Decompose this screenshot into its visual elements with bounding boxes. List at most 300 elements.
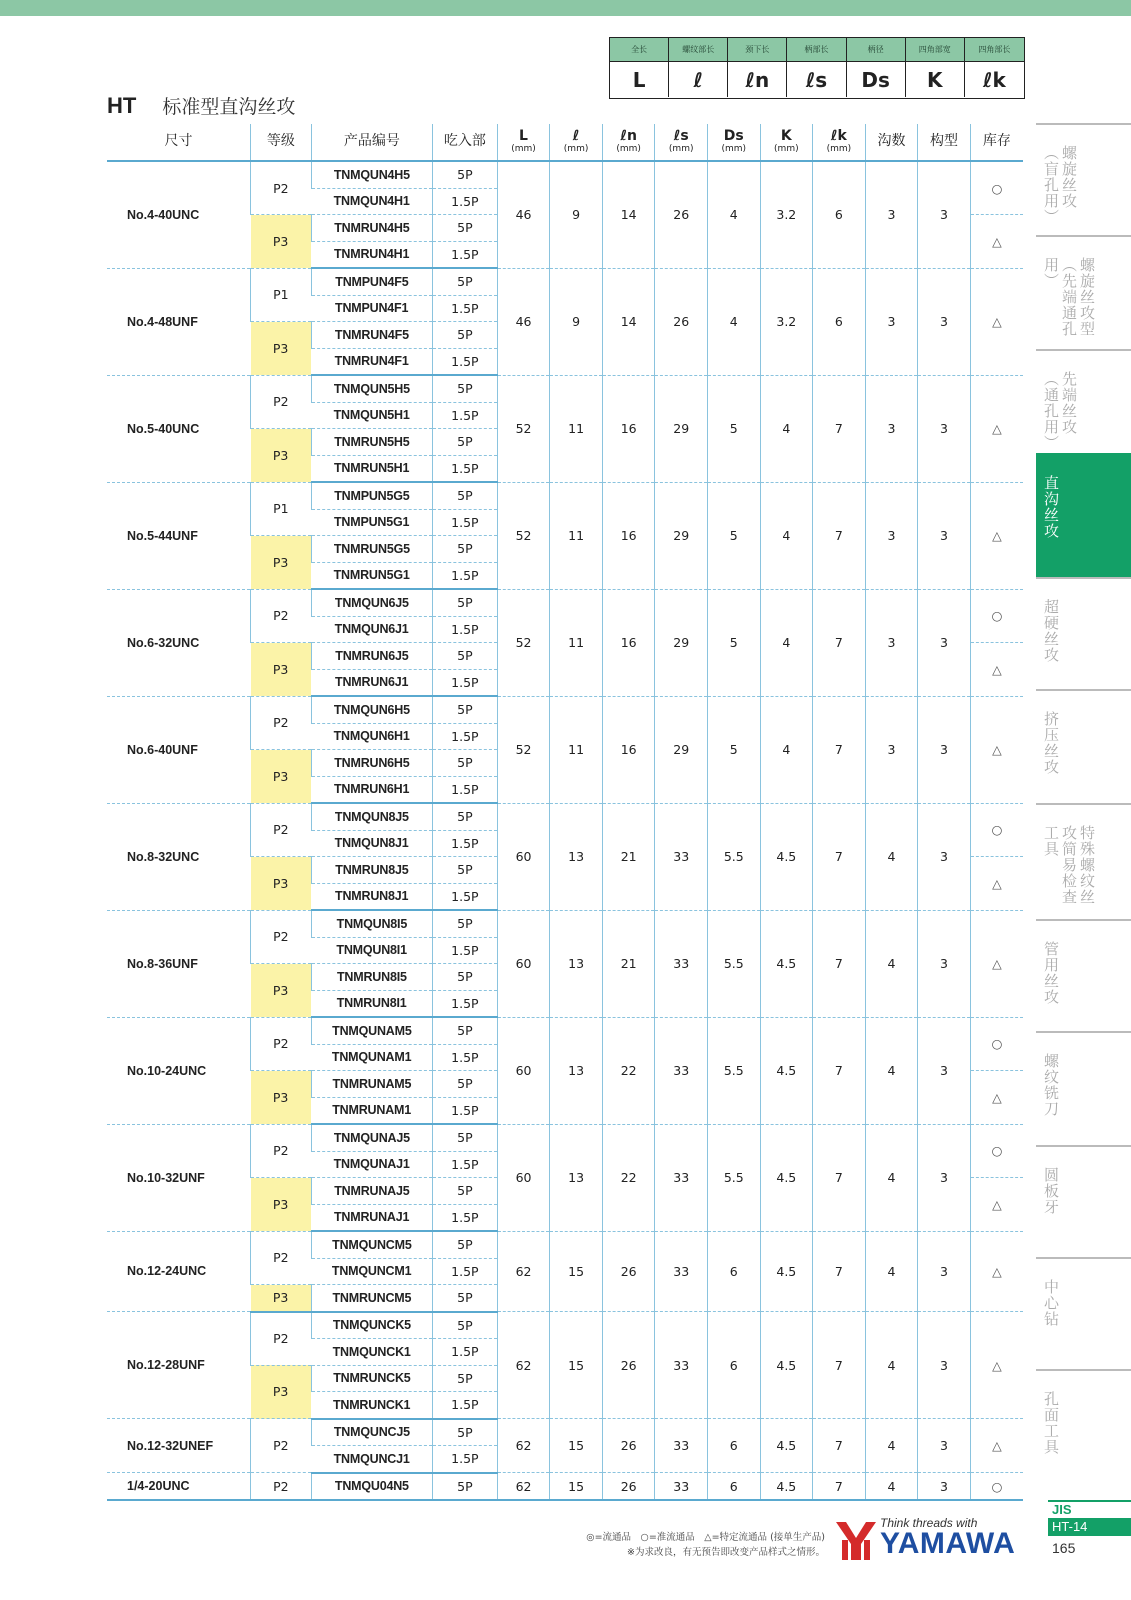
dim-cell-ln: 22 <box>602 1124 655 1231</box>
header-lk-symbol: ℓk <box>830 128 847 145</box>
dim-cell-L: 52 <box>497 375 550 482</box>
side-tab-label: 圆板牙 <box>1042 1167 1060 1215</box>
dim-cell-L: 62 <box>497 1312 550 1419</box>
header-ln <box>602 124 655 161</box>
grade-cell: P3 <box>251 536 312 590</box>
dim-cell-L: 52 <box>497 696 550 803</box>
header-unit: (mm) <box>668 143 694 154</box>
dim-cell-lk: 7 <box>813 589 866 696</box>
product-number-cell: TNMRUN6J5 <box>311 643 432 670</box>
product-number-cell: TNMQUN6J5 <box>311 589 432 616</box>
side-tab[interactable] <box>1036 1145 1131 1257</box>
stock-legend-note: ◎=流通品 ○=准流通品 △=特定流通品 (接单生产品) <box>586 1532 825 1543</box>
chamfer-cell: 5P <box>433 215 498 242</box>
side-tab[interactable] <box>1036 123 1131 235</box>
side-tab-label: 特殊螺纹丝攻简易检查工具 <box>1042 825 1096 905</box>
header-K <box>760 124 813 161</box>
header-unit: (mm) <box>563 143 589 154</box>
dim-cell-l: 13 <box>550 1017 603 1124</box>
legend-header: 柄部长 <box>787 38 846 62</box>
legend-symbol: Ds <box>847 62 906 97</box>
chamfer-cell: 5P <box>433 1124 498 1151</box>
header-K-symbol: K <box>780 128 792 145</box>
dim-cell-ls: 29 <box>655 482 708 589</box>
header-unit: (mm) <box>774 143 799 154</box>
grade-cell: P2 <box>251 1312 312 1366</box>
dim-cell-K: 4 <box>760 482 813 589</box>
dim-cell-flutes: 3 <box>865 268 918 375</box>
dim-cell-type: 3 <box>918 803 971 910</box>
stock-cell: △ <box>970 643 1023 697</box>
grade-cell: P2 <box>251 696 312 750</box>
dim-cell-flutes: 4 <box>865 1419 918 1473</box>
stock-cell: △ <box>970 857 1023 911</box>
chamfer-cell: 5P <box>433 857 498 884</box>
size-cell: No.8-32UNC <box>107 803 251 910</box>
legend-header: 颈下长 <box>728 38 787 62</box>
dim-cell-K: 4.5 <box>760 803 813 910</box>
side-tab-label: 挤压丝攻 <box>1042 711 1060 775</box>
dim-cell-Ds: 5 <box>707 696 760 803</box>
stock-cell: ○ <box>970 1124 1023 1178</box>
product-table <box>107 124 1023 1501</box>
product-number-cell: TNMQUNCJ1 <box>311 1446 432 1473</box>
stock-cell: △ <box>970 1231 1023 1312</box>
product-number-cell: TNMQUNCK5 <box>311 1312 432 1339</box>
dim-cell-K: 4.5 <box>760 1124 813 1231</box>
dim-cell-ls: 33 <box>655 1473 708 1501</box>
chamfer-cell: 1.5P <box>433 883 498 910</box>
grade-cell: P2 <box>251 1419 312 1473</box>
chamfer-cell: 5P <box>433 1419 498 1446</box>
size-cell: No.6-40UNF <box>107 696 251 803</box>
header-L-symbol: L <box>519 128 528 145</box>
dim-cell-Ds: 5.5 <box>707 1017 760 1124</box>
dim-cell-ln: 26 <box>602 1231 655 1312</box>
product-number-cell: TNMRUNAM1 <box>311 1097 432 1124</box>
product-number-cell: TNMQUN5H1 <box>311 402 432 429</box>
header-ln-symbol: ℓn <box>620 128 637 145</box>
product-number-cell: TNMRUNAJ1 <box>311 1204 432 1231</box>
dim-cell-lk: 7 <box>813 1419 866 1473</box>
product-number-cell: TNMRUN8I5 <box>311 964 432 991</box>
table-row <box>107 375 1023 402</box>
dim-cell-Ds: 5 <box>707 589 760 696</box>
dim-cell-type: 3 <box>918 1231 971 1312</box>
product-number-cell: TNMQUN8J1 <box>311 830 432 857</box>
dim-cell-ls: 33 <box>655 1419 708 1473</box>
product-number-cell: TNMRUNAJ5 <box>311 1178 432 1205</box>
dim-cell-l: 13 <box>550 910 603 1017</box>
dim-cell-Ds: 6 <box>707 1231 760 1312</box>
dim-cell-L: 60 <box>497 803 550 910</box>
chamfer-cell: 1.5P <box>433 348 498 375</box>
product-number-cell: TNMRUN4F1 <box>311 348 432 375</box>
dim-cell-l: 11 <box>550 482 603 589</box>
chamfer-cell: 1.5P <box>433 1044 498 1071</box>
dim-cell-ls: 33 <box>655 1231 708 1312</box>
header-grade: 等级 <box>251 124 312 161</box>
dim-cell-ln: 26 <box>602 1473 655 1501</box>
dim-cell-lk: 7 <box>813 1231 866 1312</box>
dim-cell-type: 3 <box>918 589 971 696</box>
series-name: 标准型直沟丝攻 <box>162 96 296 118</box>
dim-cell-ln: 26 <box>602 1419 655 1473</box>
grade-cell: P2 <box>251 589 312 643</box>
chamfer-cell: 1.5P <box>433 723 498 750</box>
product-number-cell: TNMQUN8I5 <box>311 910 432 937</box>
product-number-cell: TNMRUN6J1 <box>311 669 432 696</box>
side-tab-label: 中心钻 <box>1042 1279 1060 1327</box>
product-number-cell: TNMQUNAJ1 <box>311 1151 432 1178</box>
product-number-cell: TNMRUN4F5 <box>311 322 432 349</box>
product-number-cell: TNMQUN4H1 <box>311 188 432 215</box>
stock-cell: ○ <box>970 1017 1023 1071</box>
side-tab[interactable] <box>1036 803 1131 919</box>
legend-header: 四角部长 <box>965 38 1024 62</box>
dim-cell-Ds: 6 <box>707 1473 760 1501</box>
size-cell: No.5-40UNC <box>107 375 251 482</box>
side-tab[interactable] <box>1036 1369 1131 1481</box>
product-number-cell: TNMPUN4F1 <box>311 295 432 322</box>
dim-cell-ls: 29 <box>655 589 708 696</box>
dim-cell-L: 60 <box>497 1017 550 1124</box>
series-page-code: HT-14 <box>1048 1518 1131 1536</box>
grade-cell: P3 <box>251 1365 312 1419</box>
header-type: 构型 <box>918 124 971 161</box>
product-number-cell: TNMRUNCM5 <box>311 1285 432 1312</box>
chamfer-cell: 1.5P <box>433 188 498 215</box>
product-number-cell: TNMRUNCK5 <box>311 1365 432 1392</box>
header-unit: (mm) <box>511 143 536 154</box>
dim-cell-type: 3 <box>918 1124 971 1231</box>
dim-cell-flutes: 4 <box>865 1473 918 1501</box>
chamfer-cell: 1.5P <box>433 669 498 696</box>
product-number-cell: TNMQUN8I1 <box>311 937 432 964</box>
grade-cell: P2 <box>251 1231 312 1285</box>
grade-cell: P3 <box>251 322 312 376</box>
stock-cell: △ <box>970 375 1023 482</box>
grade-cell: P2 <box>251 375 312 429</box>
dim-cell-K: 4.5 <box>760 910 813 1017</box>
dim-cell-type: 3 <box>918 696 971 803</box>
stock-cell: ○ <box>970 1473 1023 1501</box>
chamfer-cell: 1.5P <box>433 1258 498 1285</box>
header-flutes: 沟数 <box>865 124 918 161</box>
product-number-cell: TNMQUNCJ5 <box>311 1419 432 1446</box>
dim-cell-l: 13 <box>550 803 603 910</box>
dim-cell-ln: 21 <box>602 910 655 1017</box>
dim-cell-ls: 33 <box>655 1017 708 1124</box>
dim-cell-flutes: 3 <box>865 375 918 482</box>
grade-cell: P2 <box>251 1124 312 1178</box>
dim-cell-lk: 7 <box>813 910 866 1017</box>
product-number-cell: TNMRUN5H5 <box>311 429 432 456</box>
size-cell: No.10-24UNC <box>107 1017 251 1124</box>
product-number-cell: TNMRUN4H5 <box>311 215 432 242</box>
dim-cell-flutes: 4 <box>865 1231 918 1312</box>
dim-cell-lk: 7 <box>813 375 866 482</box>
product-number-cell: TNMRUN6H1 <box>311 776 432 803</box>
legend-symbol: L <box>610 62 669 97</box>
chamfer-cell: 5P <box>433 1017 498 1044</box>
table-row <box>107 803 1023 830</box>
grade-cell: P3 <box>251 964 312 1018</box>
dim-cell-Ds: 6 <box>707 1312 760 1419</box>
grade-cell: P2 <box>251 161 312 215</box>
legend-header: 全长 <box>610 38 669 62</box>
chamfer-cell: 5P <box>433 1473 498 1501</box>
dim-cell-lk: 7 <box>813 1312 866 1419</box>
chamfer-cell: 5P <box>433 268 498 295</box>
dim-cell-K: 4 <box>760 696 813 803</box>
product-number-cell: TNMRUN8I1 <box>311 990 432 1017</box>
chamfer-cell: 5P <box>433 750 498 777</box>
header-unit: (mm) <box>826 143 852 154</box>
chamfer-cell: 5P <box>433 161 498 188</box>
side-tab-label: 孔面工具 <box>1042 1391 1060 1455</box>
side-category-nav <box>1036 123 1131 1481</box>
side-tab-label: 螺纹铣刀 <box>1042 1053 1060 1117</box>
brand-logo <box>834 1516 1024 1564</box>
product-number-cell: TNMQUN6H5 <box>311 696 432 723</box>
dim-cell-l: 13 <box>550 1124 603 1231</box>
product-number-cell: TNMRUN8J1 <box>311 883 432 910</box>
size-cell: No.4-48UNF <box>107 268 251 375</box>
dim-cell-L: 46 <box>497 268 550 375</box>
chamfer-cell: 1.5P <box>433 1392 498 1419</box>
dim-cell-flutes: 4 <box>865 803 918 910</box>
chamfer-cell: 1.5P <box>433 241 498 268</box>
grade-cell: P1 <box>251 482 312 536</box>
table-row <box>107 1419 1023 1446</box>
legend-symbol: ℓk <box>983 67 1006 92</box>
dim-cell-flutes: 4 <box>865 910 918 1017</box>
side-tab[interactable] <box>1036 1257 1131 1369</box>
grade-cell: P3 <box>251 857 312 911</box>
product-number-cell: TNMRUN8J5 <box>311 857 432 884</box>
legend-header: 四角部宽 <box>906 38 965 62</box>
dim-cell-l: 15 <box>550 1473 603 1501</box>
legend-symbol: ℓ <box>669 62 728 97</box>
stock-cell: △ <box>970 696 1023 803</box>
stock-cell: △ <box>970 1419 1023 1473</box>
product-number-cell: TNMQUNCM5 <box>311 1231 432 1258</box>
table-row <box>107 910 1023 937</box>
dim-cell-type: 3 <box>918 268 971 375</box>
dim-cell-K: 4 <box>760 375 813 482</box>
table-row <box>107 1017 1023 1044</box>
dim-cell-ln: 16 <box>602 589 655 696</box>
header-product-no: 产品编号 <box>311 124 432 161</box>
dim-cell-ls: 26 <box>655 268 708 375</box>
dim-cell-Ds: 4 <box>707 161 760 268</box>
legend-header: 螺纹部长 <box>669 38 728 62</box>
dim-cell-lk: 7 <box>813 1017 866 1124</box>
size-cell: No.5-44UNF <box>107 482 251 589</box>
chamfer-cell: 1.5P <box>433 509 498 536</box>
header-L <box>497 124 550 161</box>
chamfer-cell: 1.5P <box>433 1097 498 1124</box>
legend-symbol: K <box>906 62 965 97</box>
chamfer-cell: 1.5P <box>433 455 498 482</box>
chamfer-cell: 5P <box>433 375 498 402</box>
legend-symbol: ℓn <box>728 62 787 97</box>
table-row <box>107 1473 1023 1501</box>
dim-cell-L: 60 <box>497 1124 550 1231</box>
dim-cell-K: 3.2 <box>760 268 813 375</box>
table-row <box>107 696 1023 723</box>
dim-cell-type: 3 <box>918 482 971 589</box>
brand-slogan: Think threads with <box>880 1516 978 1530</box>
dim-cell-flutes: 3 <box>865 482 918 589</box>
stock-cell: △ <box>970 1071 1023 1125</box>
dim-cell-Ds: 5 <box>707 482 760 589</box>
dim-cell-K: 4.5 <box>760 1017 813 1124</box>
side-tab[interactable] <box>1036 577 1131 689</box>
grade-cell: P2 <box>251 1017 312 1071</box>
dim-cell-lk: 7 <box>813 1124 866 1231</box>
product-number-cell: TNMQUNAM5 <box>311 1017 432 1044</box>
stock-cell: △ <box>970 482 1023 589</box>
side-tab[interactable] <box>1036 349 1131 453</box>
stock-cell: △ <box>970 268 1023 375</box>
dim-cell-L: 60 <box>497 910 550 1017</box>
grade-cell: P2 <box>251 910 312 964</box>
improvement-note: ※为求改良，有无预告即改变产品样式之情形。 <box>627 1547 825 1558</box>
product-number-cell: TNMQUN6J1 <box>311 616 432 643</box>
dim-cell-K: 4 <box>760 589 813 696</box>
size-cell: 1/4-20UNC <box>107 1473 251 1501</box>
grade-cell: P3 <box>251 750 312 804</box>
footer-notes <box>540 1530 825 1560</box>
table-row <box>107 1124 1023 1151</box>
dim-cell-l: 15 <box>550 1312 603 1419</box>
chamfer-cell: 5P <box>433 1231 498 1258</box>
dim-cell-l: 15 <box>550 1419 603 1473</box>
side-tab[interactable] <box>1036 1031 1131 1145</box>
product-number-cell: TNMQUN5H5 <box>311 375 432 402</box>
product-number-cell: TNMPUN5G5 <box>311 482 432 509</box>
side-tab-label: 直沟丝攻 <box>1042 475 1060 539</box>
chamfer-cell: 5P <box>433 1312 498 1339</box>
product-number-cell: TNMRUN4H1 <box>311 241 432 268</box>
product-number-cell: TNMQUNAJ5 <box>311 1124 432 1151</box>
side-tab[interactable] <box>1036 919 1131 1031</box>
dim-cell-lk: 7 <box>813 1473 866 1501</box>
brand-name: YAMAWA <box>880 1527 1016 1560</box>
dim-cell-type: 3 <box>918 910 971 1017</box>
chamfer-cell: 5P <box>433 322 498 349</box>
side-tab[interactable] <box>1036 689 1131 803</box>
top-color-bar <box>0 0 1131 16</box>
header-unit: (mm) <box>616 143 641 154</box>
dim-cell-Ds: 5.5 <box>707 1124 760 1231</box>
dim-cell-flutes: 3 <box>865 589 918 696</box>
chamfer-cell: 5P <box>433 482 498 509</box>
side-tab-label: 超硬丝攻 <box>1042 599 1060 663</box>
dim-cell-type: 3 <box>918 161 971 268</box>
dim-cell-K: 4.5 <box>760 1312 813 1419</box>
header-lk <box>813 124 866 161</box>
stock-cell: △ <box>970 910 1023 1017</box>
standard-label: JIS <box>1048 1500 1131 1518</box>
dim-cell-ln: 26 <box>602 1312 655 1419</box>
size-cell: No.12-32UNEF <box>107 1419 251 1473</box>
dim-cell-ln: 21 <box>602 803 655 910</box>
chamfer-cell: 1.5P <box>433 616 498 643</box>
product-number-cell: TNMRUN5G1 <box>311 562 432 589</box>
header-size: 尺寸 <box>107 124 251 161</box>
dim-cell-l: 11 <box>550 375 603 482</box>
dim-cell-l: 9 <box>550 268 603 375</box>
dim-cell-lk: 7 <box>813 696 866 803</box>
dim-cell-l: 11 <box>550 696 603 803</box>
dim-cell-l: 15 <box>550 1231 603 1312</box>
chamfer-cell: 5P <box>433 643 498 670</box>
dim-cell-L: 46 <box>497 161 550 268</box>
dim-cell-ln: 22 <box>602 1017 655 1124</box>
side-tab[interactable] <box>1036 235 1131 349</box>
stock-cell: △ <box>970 1312 1023 1419</box>
product-number-cell: TNMRUNCK1 <box>311 1392 432 1419</box>
table-row <box>107 482 1023 509</box>
chamfer-cell: 5P <box>433 1365 498 1392</box>
dim-cell-Ds: 5.5 <box>707 803 760 910</box>
dim-cell-K: 4.5 <box>760 1473 813 1501</box>
product-number-cell: TNMRUN5H1 <box>311 455 432 482</box>
dim-cell-ls: 29 <box>655 696 708 803</box>
dim-cell-lk: 6 <box>813 268 866 375</box>
grade-cell: P3 <box>251 643 312 697</box>
stock-cell: ○ <box>970 589 1023 643</box>
dim-cell-L: 52 <box>497 482 550 589</box>
table-row <box>107 268 1023 295</box>
grade-cell: P3 <box>251 429 312 483</box>
side-tab-label: 螺旋丝攻（盲孔用） <box>1042 145 1078 225</box>
chamfer-cell: 5P <box>433 696 498 723</box>
side-tab[interactable] <box>1036 453 1131 577</box>
dim-cell-lk: 6 <box>813 161 866 268</box>
dim-cell-K: 3.2 <box>760 161 813 268</box>
grade-cell: P3 <box>251 1285 312 1312</box>
grade-cell: P3 <box>251 1178 312 1232</box>
product-number-cell: TNMRUN6H5 <box>311 750 432 777</box>
chamfer-cell: 5P <box>433 536 498 563</box>
size-cell: No.10-32UNF <box>107 1124 251 1231</box>
grade-cell: P3 <box>251 215 312 269</box>
header-stock: 库存 <box>970 124 1023 161</box>
stock-cell: ○ <box>970 803 1023 857</box>
chamfer-cell: 1.5P <box>433 830 498 857</box>
chamfer-cell: 1.5P <box>433 1204 498 1231</box>
side-tab-label: 螺旋丝攻型（先端通孔用） <box>1042 257 1096 337</box>
dim-cell-flutes: 4 <box>865 1312 918 1419</box>
side-tab-label: 先端丝攻（通孔用） <box>1042 371 1078 451</box>
series-code: HT <box>107 93 137 118</box>
product-number-cell: TNMRUNAM5 <box>311 1071 432 1098</box>
dim-cell-Ds: 6 <box>707 1419 760 1473</box>
chamfer-cell: 1.5P <box>433 1446 498 1473</box>
side-tab-label: 管用丝攻 <box>1042 941 1060 1005</box>
size-cell: No.6-32UNC <box>107 589 251 696</box>
product-number-cell: TNMQUNCM1 <box>311 1258 432 1285</box>
product-number-cell: TNMQUNAM1 <box>311 1044 432 1071</box>
product-number-cell: TNMQU04N5 <box>311 1473 432 1501</box>
dim-cell-ln: 14 <box>602 161 655 268</box>
yamawa-mark-icon <box>834 1518 878 1562</box>
header-l-symbol: ℓ <box>572 128 580 145</box>
